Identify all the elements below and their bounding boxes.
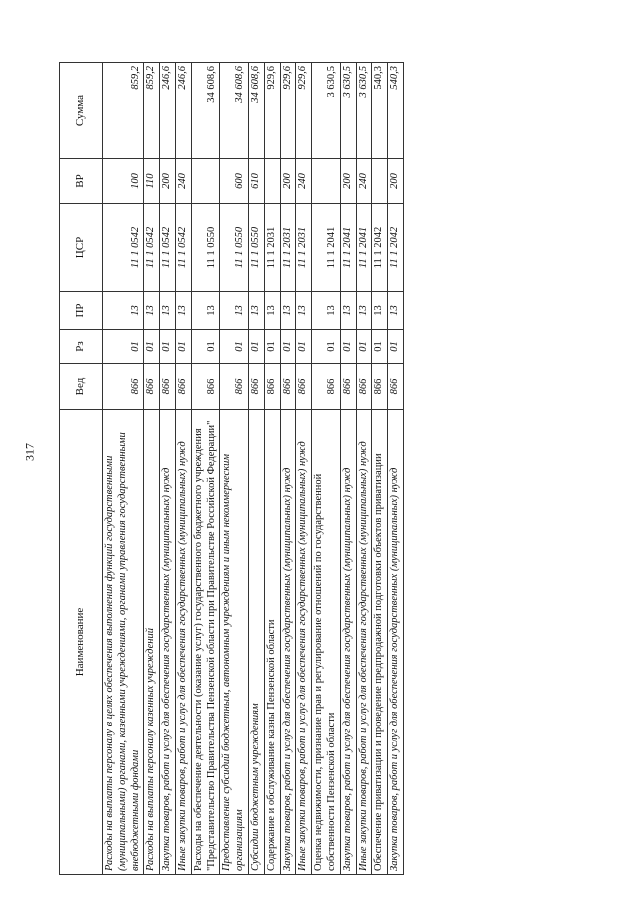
cell-ved: 866 [340, 364, 356, 410]
cell-csr: 11 1 2041 [312, 204, 341, 292]
cell-csr: 11 1 2042 [372, 204, 388, 292]
cell-name: Закупка товаров, работ и услуг для обеспечения государственных (муниципальных) нужд [280, 410, 296, 875]
table-row [175, 63, 191, 875]
cell-pr: 13 [175, 292, 191, 330]
cell-vr [372, 159, 388, 204]
cell-csr: 11 1 2042 [388, 204, 404, 292]
cell-ved: 866 [103, 364, 144, 410]
cell-csr: 11 1 0550 [248, 204, 264, 292]
cell-sum: 540,3 [388, 63, 404, 159]
cell-rz: 01 [175, 330, 191, 364]
cell-pr: 13 [356, 292, 372, 330]
cell-pr: 13 [160, 292, 176, 330]
cell-rz: 01 [388, 330, 404, 364]
cell-csr: 11 1 0542 [103, 204, 144, 292]
cell-ved: 866 [356, 364, 372, 410]
table-row [280, 63, 296, 875]
col-header-ved: Вед [60, 364, 103, 410]
cell-vr: 240 [296, 159, 312, 204]
cell-vr: 100 [103, 159, 144, 204]
cell-vr: 240 [356, 159, 372, 204]
cell-rz: 01 [280, 330, 296, 364]
cell-ved: 866 [220, 364, 249, 410]
cell-vr: 240 [175, 159, 191, 204]
col-header-sum: Сумма [60, 63, 103, 159]
cell-pr: 13 [388, 292, 404, 330]
cell-name: Иные закупки товаров, работ и услуг для обеспечения государственных (муниципальных) нужд [175, 410, 191, 875]
cell-vr: 110 [144, 159, 160, 204]
cell-pr: 13 [372, 292, 388, 330]
cell-sum: 34 608,6 [220, 63, 249, 159]
col-header-rz: Рз [60, 330, 103, 364]
cell-ved: 866 [160, 364, 176, 410]
cell-sum: 3 630,5 [356, 63, 372, 159]
cell-name: Субсидии бюджетным учреждениям [248, 410, 264, 875]
table-row [264, 63, 280, 875]
cell-csr: 11 1 2031 [264, 204, 280, 292]
cell-sum: 929,6 [296, 63, 312, 159]
cell-ved: 866 [175, 364, 191, 410]
table-row [312, 63, 341, 875]
cell-csr: 11 1 0550 [220, 204, 249, 292]
cell-name: Закупка товаров, работ и услуг для обеспечения государственных (муниципальных) нужд [160, 410, 176, 875]
table-row [388, 63, 404, 875]
cell-sum: 3 630,5 [340, 63, 356, 159]
cell-rz: 01 [312, 330, 341, 364]
cell-rz: 01 [220, 330, 249, 364]
cell-vr [191, 159, 220, 204]
cell-rz: 01 [103, 330, 144, 364]
cell-name: Иные закупки товаров, работ и услуг для обеспечения государственных (муниципальных) нужд [356, 410, 372, 875]
cell-sum: 859,2 [103, 63, 144, 159]
cell-name: Закупка товаров, работ и услуг для обеспечения государственных (муниципальных) нужд [340, 410, 356, 875]
cell-pr: 13 [280, 292, 296, 330]
cell-rz: 01 [191, 330, 220, 364]
cell-name: Иные закупки товаров, работ и услуг для обеспечения государственных (муниципальных) нужд [296, 410, 312, 875]
cell-ved: 866 [388, 364, 404, 410]
cell-vr: 200 [340, 159, 356, 204]
cell-ved: 866 [372, 364, 388, 410]
cell-vr: 600 [220, 159, 249, 204]
cell-csr: 11 1 0542 [144, 204, 160, 292]
table-row [248, 63, 264, 875]
cell-pr: 13 [191, 292, 220, 330]
cell-pr: 13 [220, 292, 249, 330]
cell-sum: 246,6 [160, 63, 176, 159]
col-header-vr: ВР [60, 159, 103, 204]
col-header-name: Наименование [60, 410, 103, 875]
cell-sum: 246,6 [175, 63, 191, 159]
cell-csr: 11 1 2031 [280, 204, 296, 292]
cell-ved: 866 [144, 364, 160, 410]
table-row [372, 63, 388, 875]
cell-ved: 866 [296, 364, 312, 410]
cell-pr: 13 [312, 292, 341, 330]
cell-pr: 13 [340, 292, 356, 330]
cell-csr: 11 1 2031 [296, 204, 312, 292]
table-row [340, 63, 356, 875]
cell-vr: 610 [248, 159, 264, 204]
cell-vr [312, 159, 341, 204]
rotated-page [59, 63, 619, 875]
cell-rz: 01 [144, 330, 160, 364]
cell-sum: 859,2 [144, 63, 160, 159]
cell-sum: 34 608,6 [191, 63, 220, 159]
cell-vr: 200 [280, 159, 296, 204]
cell-name: Расходы на выплаты персоналу казенных учреждений [144, 410, 160, 875]
table-row [220, 63, 249, 875]
cell-sum: 34 608,6 [248, 63, 264, 159]
cell-ved: 866 [264, 364, 280, 410]
cell-rz: 01 [340, 330, 356, 364]
col-header-csr: ЦСР [60, 204, 103, 292]
cell-name: Оценка недвижимости, признание прав и регулирование отношений по государственной собственности Пензенской области [312, 410, 341, 875]
table-row [103, 63, 144, 875]
cell-name: Расходы на обеспечение деятельности (оказание услуг) государственного бюджетного учреждения "Представительство Правительства Пензенской области при Правительстве Российской Федерации" [191, 410, 220, 875]
table-row [356, 63, 372, 875]
table-row [296, 63, 312, 875]
cell-sum: 929,6 [264, 63, 280, 159]
cell-rz: 01 [264, 330, 280, 364]
cell-vr [264, 159, 280, 204]
cell-csr: 11 1 0542 [160, 204, 176, 292]
cell-sum: 3 630,5 [312, 63, 341, 159]
cell-name: Расходы на выплаты персоналу в целях обеспечения выполнения функций государственными (муниципальными) органами, казенными учреждениями, органами управления государственными внебюджетными фондами [103, 410, 144, 875]
cell-ved: 866 [248, 364, 264, 410]
cell-csr: 11 1 2041 [340, 204, 356, 292]
cell-sum: 929,6 [280, 63, 296, 159]
cell-vr: 200 [388, 159, 404, 204]
table-header [60, 63, 103, 875]
cell-rz: 01 [356, 330, 372, 364]
cell-pr: 13 [248, 292, 264, 330]
cell-vr: 200 [160, 159, 176, 204]
table-row [144, 63, 160, 875]
cell-rz: 01 [160, 330, 176, 364]
cell-name: Содержание и обслуживание казны Пензенской области [264, 410, 280, 875]
budget-table [59, 62, 404, 875]
cell-pr: 13 [103, 292, 144, 330]
cell-pr: 13 [264, 292, 280, 330]
cell-name: Обеспечение приватизации и проведение предпродажной подготовки объектов приватизации [372, 410, 388, 875]
cell-sum: 540,3 [372, 63, 388, 159]
cell-csr: 11 1 0550 [191, 204, 220, 292]
page-number: 317 [22, 443, 37, 461]
cell-ved: 866 [280, 364, 296, 410]
cell-name: Закупка товаров, работ и услуг для обеспечения государственных (муниципальных) нужд [388, 410, 404, 875]
cell-rz: 01 [372, 330, 388, 364]
cell-name: Предоставление субсидий бюджетным, автономным учреждениям и иным некоммерческим организациям [220, 410, 249, 875]
cell-csr: 11 1 2041 [356, 204, 372, 292]
cell-ved: 866 [191, 364, 220, 410]
cell-rz: 01 [296, 330, 312, 364]
table-row [191, 63, 220, 875]
cell-pr: 13 [144, 292, 160, 330]
cell-pr: 13 [296, 292, 312, 330]
col-header-pr: ПР [60, 292, 103, 330]
cell-ved: 866 [312, 364, 341, 410]
cell-csr: 11 1 0542 [175, 204, 191, 292]
table-row [160, 63, 176, 875]
cell-rz: 01 [248, 330, 264, 364]
